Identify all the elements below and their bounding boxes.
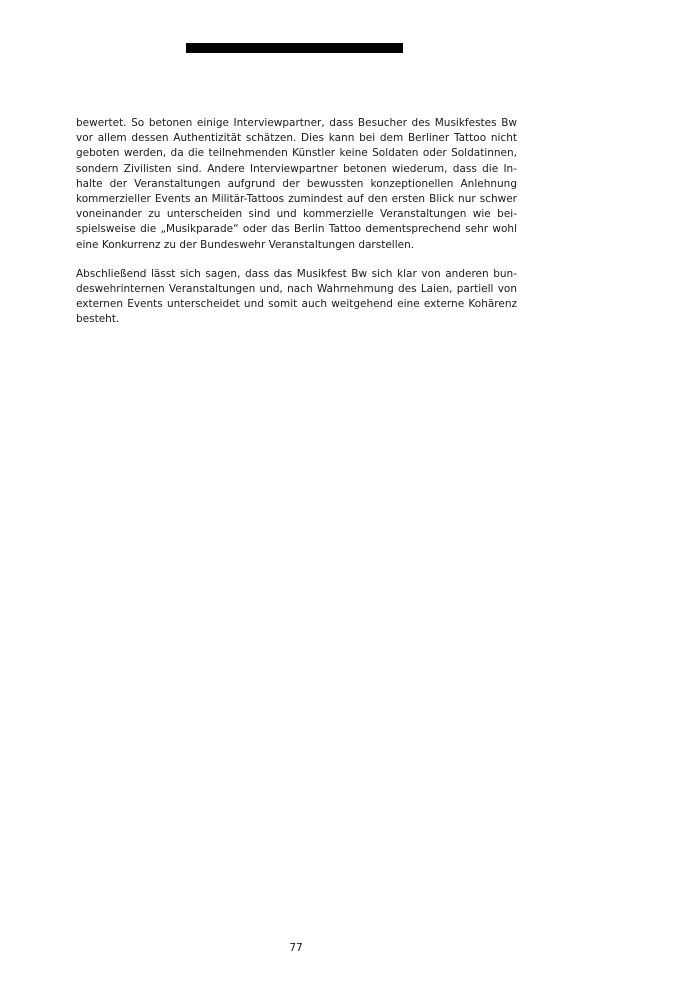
body-text [76, 116, 517, 342]
paragraph-2 [76, 267, 517, 328]
text-line: voneinander zu unterscheiden sind und kommerzielle Veranstaltungen wie bei- [76, 208, 517, 221]
text-line: externen Events unterscheidet und somit auch weitgehend eine externe Kohärenz [76, 298, 517, 311]
text-line: deswehrinternen Veranstaltungen und, nach Wahrnehmung des Laien, partiell von [76, 283, 517, 296]
text-line: halte der Veranstaltungen aufgrund der bewussten konzeptionellen Anlehnung [76, 177, 517, 190]
paragraph-1 [76, 116, 517, 253]
text-line: eine Konkurrenz zu der Bundeswehr Veranstaltungen darstellen. [76, 238, 415, 251]
text-line: Abschließend lässt sich sagen, dass das Musikfest Bw sich klar von anderen bun- [76, 267, 517, 280]
redaction-bar [186, 43, 403, 53]
text-line: geboten werden, da die teilnehmenden Künstler keine Soldaten oder Soldatinnen, [76, 147, 517, 160]
text-line: vor allem dessen Authentizität schätzen. Dies kann bei dem Berliner Tattoo nicht [76, 132, 517, 145]
text-line: kommerzieller Events an Militär-Tattoos zumindest auf den ersten Blick nur schwer [76, 193, 517, 206]
text-line: sondern Zivilisten sind. Andere Interviewpartner betonen wiederum, dass die In- [76, 162, 517, 175]
page-number: 77 [289, 942, 303, 954]
text-line: spielsweise die „Musikparade“ oder das Berlin Tattoo dementsprechend sehr wohl [76, 223, 517, 236]
text-line: besteht. [76, 313, 120, 326]
text-line: bewertet. So betonen einige Interviewpartner, dass Besucher des Musikfestes Bw [76, 117, 517, 129]
